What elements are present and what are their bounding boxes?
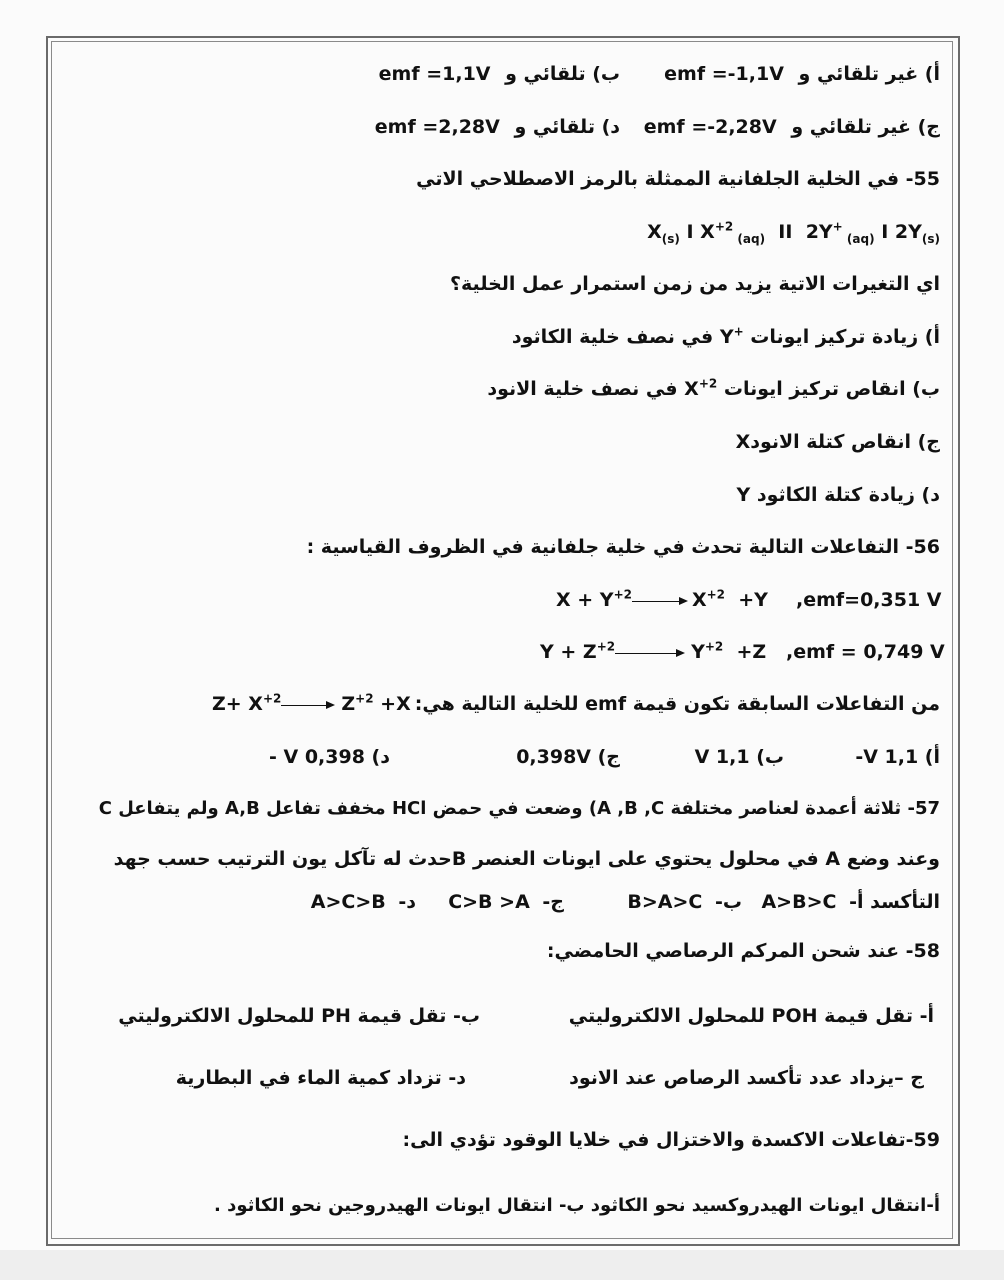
cell-y: 2Y bbox=[894, 221, 922, 243]
cell-y-ion-state: (aq) bbox=[842, 231, 875, 246]
r1-arrow-icon bbox=[632, 596, 688, 606]
x-ion-symbol: X bbox=[684, 378, 699, 400]
q56-reaction-2-emf: ,emf = 0,749 V bbox=[786, 641, 945, 663]
x-ion-charge: +2 bbox=[698, 376, 718, 391]
q57-line-3-lead: التأكسد أ- bbox=[849, 891, 940, 913]
q54-option-a bbox=[664, 60, 940, 88]
q56-reaction-1-emf: ,emf=0,351 V bbox=[796, 589, 942, 611]
r1-reactant-charge: +2 bbox=[613, 587, 632, 602]
q57-option-b bbox=[627, 888, 742, 916]
q54-option-d bbox=[375, 113, 620, 141]
r2-reactant-charge: +2 bbox=[596, 639, 616, 654]
q55-option-b-tail: في نصف خلية الانود bbox=[487, 378, 678, 400]
q55-question: 55- في الخلية الجلفانية الممثلة بالرمز الاصطلاحي الاتي bbox=[416, 168, 940, 190]
y-ion-symbol: Y bbox=[719, 326, 734, 348]
r1-product-charge: +2 bbox=[706, 587, 726, 602]
q57-option-b-value: B>A>C bbox=[627, 891, 703, 913]
q55-option-b-text: ب) انقاص تركيز ايونات bbox=[723, 378, 940, 400]
r3-reactants: Z+ X bbox=[212, 693, 263, 715]
r2-arrow-icon bbox=[615, 648, 685, 658]
q57-option-d-value: A>C>B bbox=[310, 891, 386, 913]
q59-question: 59-تفاعلات الاكسدة والاختزال في خلايا الوقود تؤدي الى: bbox=[402, 1129, 940, 1151]
q58-option-d: د- تزداد كمية الماء في البطارية bbox=[175, 1067, 466, 1089]
q56-option-b: ب) V 1,1 bbox=[694, 746, 784, 768]
q55-option-a-ion bbox=[720, 326, 744, 348]
r3-product: Z bbox=[341, 693, 356, 715]
q58-option-a: أ- تقل قيمة POH للمحلول الالكتروليتي bbox=[568, 1005, 934, 1027]
q59-options: أ-انتقال ايونات الهيدروكسيد نحو الكاثود ب- انتقال ايونات الهيدروجين نحو الكاثود . bbox=[214, 1195, 940, 1216]
q56-reaction-3 bbox=[212, 690, 411, 718]
q55-prompt: اي التغيرات الاتية يزيد من زمن استمرار عمل الخلية؟ bbox=[450, 273, 940, 295]
q56-option-c: ج) 0,398V bbox=[516, 746, 620, 768]
q55-option-d: د) زيادة كتلة الكاثود Y bbox=[736, 484, 940, 506]
q54-option-a-label: أ) غير تلقائي و bbox=[798, 63, 940, 85]
cell-y-ion-charge: + bbox=[832, 219, 843, 234]
q54-option-c-label: ج) غير تلقائي و bbox=[791, 116, 940, 138]
q56-question: 56- التفاعلات التالية تحدث في خلية جلفانية في الظروف القياسية : bbox=[306, 536, 940, 558]
bottom-margin bbox=[0, 1250, 1004, 1280]
q56-prompt: من التفاعلات السابقة تكون قيمة emf للخلية التالية هي: bbox=[414, 693, 940, 715]
q57-line-2: وعند وضع A في محلول يحتوي على ايونات العنصر Bحدث له تآكل يون الترتيب حسب جهد bbox=[113, 848, 940, 870]
r2-product: Y bbox=[691, 641, 705, 663]
cell-y-ion: 2Y bbox=[805, 221, 833, 243]
q58-option-c: ج –يزداد عدد تأكسد الرصاص عند الانود bbox=[569, 1067, 924, 1089]
r2-product-tail: +Z bbox=[723, 641, 767, 663]
q56-reaction-1 bbox=[556, 586, 768, 614]
q55-option-a-tail: في نصف خلية الكاثود bbox=[511, 326, 714, 348]
r1-reactants: X + Y bbox=[556, 589, 614, 611]
q55-option-a bbox=[512, 323, 940, 351]
cell-x-state: (s) bbox=[661, 231, 680, 246]
cell-x: X bbox=[647, 221, 662, 243]
r2-product-charge: +2 bbox=[704, 639, 724, 654]
q54-option-d-emf: emf =2,28V bbox=[374, 116, 500, 138]
q54-option-d-label: د) تلقائي و bbox=[514, 116, 620, 138]
cell-x-ion-state: (aq) bbox=[733, 231, 766, 246]
r1-product: X bbox=[691, 589, 707, 611]
q55-option-c: ج) انقاص كتلة الانودX bbox=[735, 431, 940, 453]
q56-reaction-2 bbox=[540, 638, 766, 666]
q57-line-1: 57- ثلاثة أعمدة لعناصر مختلفة A ,B ,C) وضعت في حمض HCl مخفف تفاعل A,B ولم يتفاعل C bbox=[98, 798, 940, 819]
y-ion-charge: + bbox=[733, 324, 744, 339]
q54-option-a-emf: emf =-1,1V bbox=[664, 63, 784, 85]
q56-option-d: د) V 0,398 - bbox=[269, 746, 390, 768]
cell-x-ion: X bbox=[700, 221, 715, 243]
q54-option-c-emf: emf =-2,28V bbox=[643, 116, 777, 138]
q57-option-c-label: ج- bbox=[542, 891, 564, 913]
q57-option-a-value: A>B>C bbox=[761, 891, 837, 913]
q57-option-b-label: ب- bbox=[715, 891, 742, 913]
cell-salt-bridge: II bbox=[765, 221, 806, 243]
q57-option-d-label: د- bbox=[398, 891, 416, 913]
q57-option-c-value: C>B >A bbox=[448, 891, 530, 913]
cell-phase-boundary-1: I bbox=[679, 221, 701, 243]
q54-option-c bbox=[644, 113, 940, 141]
q57-option-c bbox=[448, 888, 564, 916]
q57-option-a bbox=[761, 888, 940, 916]
q56-option-a: أ) V 1,1- bbox=[855, 746, 940, 768]
r2-reactants: Y + Z bbox=[540, 641, 597, 663]
r3-product-charge: +2 bbox=[355, 691, 374, 706]
q58-option-b: ب- تقل قيمة PH للمحلول الالكتروليتي bbox=[118, 1005, 480, 1027]
q58-question: 58- عند شحن المركم الرصاصي الحامضي: bbox=[546, 940, 940, 962]
r3-product-tail: +X bbox=[373, 693, 411, 715]
cell-y-state: (s) bbox=[921, 231, 940, 246]
r1-product-tail: +Y bbox=[725, 589, 768, 611]
q57-option-d bbox=[311, 888, 416, 916]
q54-option-b-emf: emf =1,1V bbox=[378, 63, 491, 85]
r3-arrow-icon bbox=[281, 700, 335, 710]
cell-x-ion-charge: +2 bbox=[714, 219, 734, 234]
q55-option-b-ion bbox=[684, 378, 717, 400]
q55-option-a-text: أ) زيادة تركيز ايونات bbox=[750, 326, 940, 348]
r3-reactant-charge: +2 bbox=[262, 691, 282, 706]
q54-option-b-label: ب) تلقائي و bbox=[505, 63, 620, 85]
q54-option-b bbox=[379, 60, 620, 88]
q55-cell-notation bbox=[647, 218, 940, 246]
q55-option-b bbox=[487, 375, 940, 403]
cell-phase-boundary-2: I bbox=[874, 221, 895, 243]
